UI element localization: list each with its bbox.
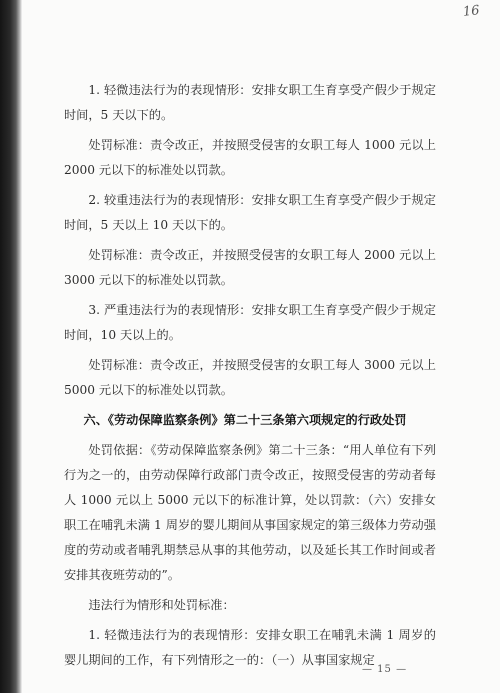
paragraph: 2. 较重违法行为的表现情形：安排女职工生育享受产假少于规定时间，5 天以上 10 天以下的。 bbox=[64, 193, 436, 232]
footer-page-number: — 15 — bbox=[362, 664, 408, 675]
paragraph: 1. 轻微违法行为的表现情形：安排女职工生育享受产假少于规定时间，5 天以下的。 bbox=[64, 83, 436, 122]
paragraph: 处罚依据：《劳动保障监察条例》第二十三条：“用人单位有下列行为之一的，由劳动保障行政部门责令改正，按照受侵害的劳动者每人 1000 元以上 5000 元以下的标准计算，处以罚款：（六）安排女职工在哺乳未满 1 周岁的婴儿期间从事国家规定的第三级体力劳动强度的劳动或者哺乳期禁忌从事的其他劳动，以及延长其工作时间或者安排其夜班劳动的”。 bbox=[64, 443, 436, 582]
section-heading: 六、《劳动保障监察条例》第二十三条第六项规定的行政处罚 bbox=[83, 413, 407, 427]
scan-binding-shadow bbox=[0, 0, 22, 693]
paragraph: 处罚标准：责令改正，并按照受侵害的女职工每人 3000 元以上 5000 元以下的标准处以罚款。 bbox=[64, 358, 436, 397]
paragraph: 1. 轻微违法行为的表现情形：安排女职工在哺乳未满 1 周岁的婴儿期间的工作，有下列情形之一的：（一）从事国家规定 bbox=[64, 628, 436, 667]
paragraph: 3. 严重违法行为的表现情形：安排女职工生育享受产假少于规定时间，10 天以上的。 bbox=[64, 303, 436, 342]
paragraph: 处罚标准：责令改正，并按照受侵害的女职工每人 2000 元以上 3000 元以下的标准处以罚款。 bbox=[64, 248, 436, 287]
paragraph: 处罚标准：责令改正，并按照受侵害的女职工每人 1000 元以上 2000 元以下的标准处以罚款。 bbox=[64, 138, 436, 177]
handwritten-page-number: 16 bbox=[462, 3, 481, 20]
document-body bbox=[64, 78, 436, 678]
paragraph: 违法行为情形和处罚标准： bbox=[88, 598, 235, 612]
